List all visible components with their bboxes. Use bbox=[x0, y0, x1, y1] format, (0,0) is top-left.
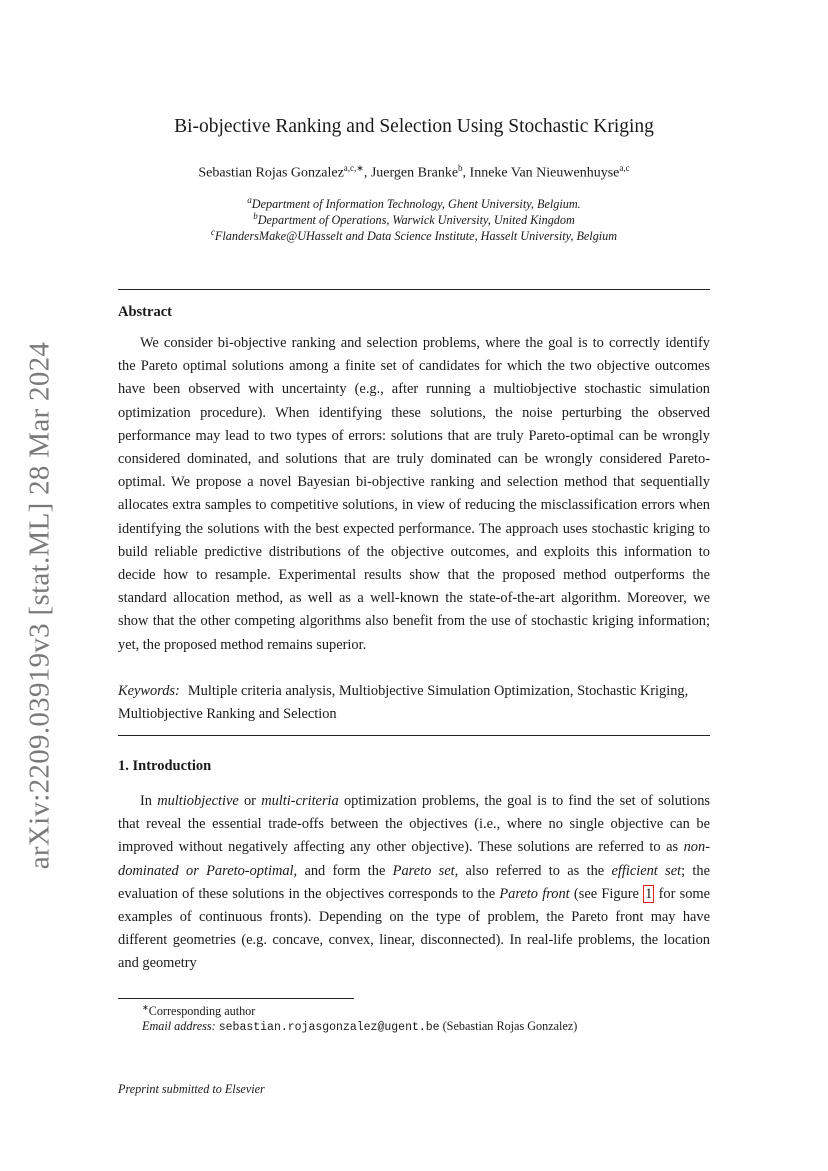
author-3: Inneke Van Nieuwenhuyse bbox=[469, 165, 620, 181]
intro-text-run: ; the evaluation of these solutions in the objectives corresponds to the bbox=[118, 862, 710, 902]
keywords-label: Keywords: bbox=[118, 683, 180, 699]
author-2-sup: b bbox=[458, 163, 463, 173]
footnote-mark: ∗ bbox=[142, 1003, 149, 1012]
abstract-bottom-rule bbox=[118, 735, 710, 736]
email-author-name: (Sebastian Rojas Gonzalez) bbox=[442, 1019, 578, 1033]
author-list: Sebastian Rojas Gonzalez$^{a,c,∗}$, Juergen Branke$^b$, Inneke Van Nieuwenhuyse$^{a,c}$ bbox=[198, 163, 630, 181]
intro-italic-term: Pareto set bbox=[392, 862, 455, 879]
intro-italic-term: multi-criteria bbox=[261, 793, 339, 809]
affiliation-a-sup: a bbox=[247, 195, 252, 205]
intro-text-run: or bbox=[238, 793, 262, 809]
author-1-sup: a,c,∗ bbox=[343, 163, 364, 173]
keywords bbox=[118, 680, 710, 726]
intro-italic-term: Pareto front bbox=[499, 885, 570, 902]
affiliation-c-text: FlandersMake@UHasselt and Data Science Institute, Hasselt University, Belgium bbox=[214, 229, 618, 244]
affiliation-c-sup: c bbox=[210, 227, 215, 237]
footnote-corresponding bbox=[118, 1003, 710, 1019]
intro-italic-term: non-dominated or Pareto-optimal bbox=[118, 839, 710, 879]
intro-text-run: , and form the bbox=[293, 862, 393, 879]
intro-text-run: optimization problems, the goal is to find the set of solutions that reveal the essential trade-offs between the objectives (i.e., where no single objective can be improved without negatively affecting any other objective). These solutions are referred to as bbox=[118, 793, 710, 856]
footnote-email bbox=[118, 1019, 710, 1034]
arxiv-identifier bbox=[18, 341, 62, 869]
intro-italic-term: efficient set bbox=[611, 862, 682, 879]
affiliation-b-text: Department of Operations, Warwick University, United Kingdom bbox=[257, 213, 575, 228]
footnote-rule bbox=[118, 998, 354, 999]
introduction-paragraph bbox=[118, 790, 710, 976]
intro-italic-term: multiobjective bbox=[157, 793, 239, 809]
paper-title: Bi-objective Ranking and Selection Using Stochastic Kriging bbox=[174, 116, 654, 137]
intro-text-run: (see Figure bbox=[569, 885, 644, 902]
preprint-footer: Preprint submitted to Elsevier bbox=[118, 1082, 265, 1096]
email-label: Email address: bbox=[142, 1019, 216, 1033]
intro-text-run: , also referred to as the bbox=[454, 862, 612, 879]
footnote-corresponding-text: Corresponding author bbox=[148, 1004, 256, 1019]
abstract-top-rule bbox=[118, 289, 710, 290]
affiliation-a-text: Department of Information Technology, Ghent University, Belgium. bbox=[251, 197, 581, 212]
figure-reference-link[interactable]: 1 bbox=[645, 885, 653, 902]
affiliation-c bbox=[118, 227, 710, 244]
author-1: Sebastian Rojas Gonzalez bbox=[198, 165, 344, 181]
affiliation-a bbox=[118, 195, 710, 212]
abstract-heading: Abstract bbox=[118, 304, 172, 320]
affiliation-b bbox=[118, 211, 710, 228]
author-2: Juergen Branke bbox=[370, 165, 459, 181]
abstract-text: We consider bi-objective ranking and selection problems, where the goal is to correctly identify the Pareto optimal solutions among a finite set of candidates for which the two objective outcomes have been observed with uncertainty (e.g., after running a multiobjective stochastic simulation optimization procedure). When identifying these solutions, the noise perturbing the observed performance may lead to two types of errors: solutions that are truly Pareto-optimal can be wrongly considered dominated, and solutions that are truly dominated can be wrongly considered Pareto-optimal. We propose a novel Bayesian bi-objective ranking and selection method that sequentially allocates extra samples to competitive solutions, in view of reducing the misclassification errors when identifying the solutions with the best expected performance. The approach uses stochastic kriging to build reliable predictive distributions of the objective outcomes, and exploits this information to decide how to resample. Experimental results show that the proposed method outperforms the standard allocation method, as well as a well-known the state-of-the-art algorithm. Moreover, we show that the other competing algorithms also benefit from the use of stochastic kriging information; yet, the proposed method remains superior. bbox=[118, 335, 710, 653]
intro-text-run: In bbox=[140, 793, 158, 809]
email-address[interactable]: sebastian.rojasgonzalez@ugent.be bbox=[218, 1021, 440, 1034]
keywords-text: Multiple criteria analysis, Multiobjective Simulation Optimization, Stochastic Kriging, Multiobjective Ranking and Selection bbox=[118, 683, 689, 722]
intro-text-run: for some examples of continuous fronts). Depending on the type of problem, the Pareto front may have different geometries (e.g. concave, convex, linear, disconnected). In real-life problems, the location and geometry bbox=[118, 885, 711, 972]
author-3-sup: a,c bbox=[619, 163, 630, 173]
introduction-heading: 1. Introduction bbox=[118, 758, 212, 774]
arxiv-id-text: arXiv:2209.03919v3 [stat.ML] 28 Mar 2024 bbox=[23, 341, 56, 869]
affiliation-b-sup: b bbox=[253, 211, 258, 221]
